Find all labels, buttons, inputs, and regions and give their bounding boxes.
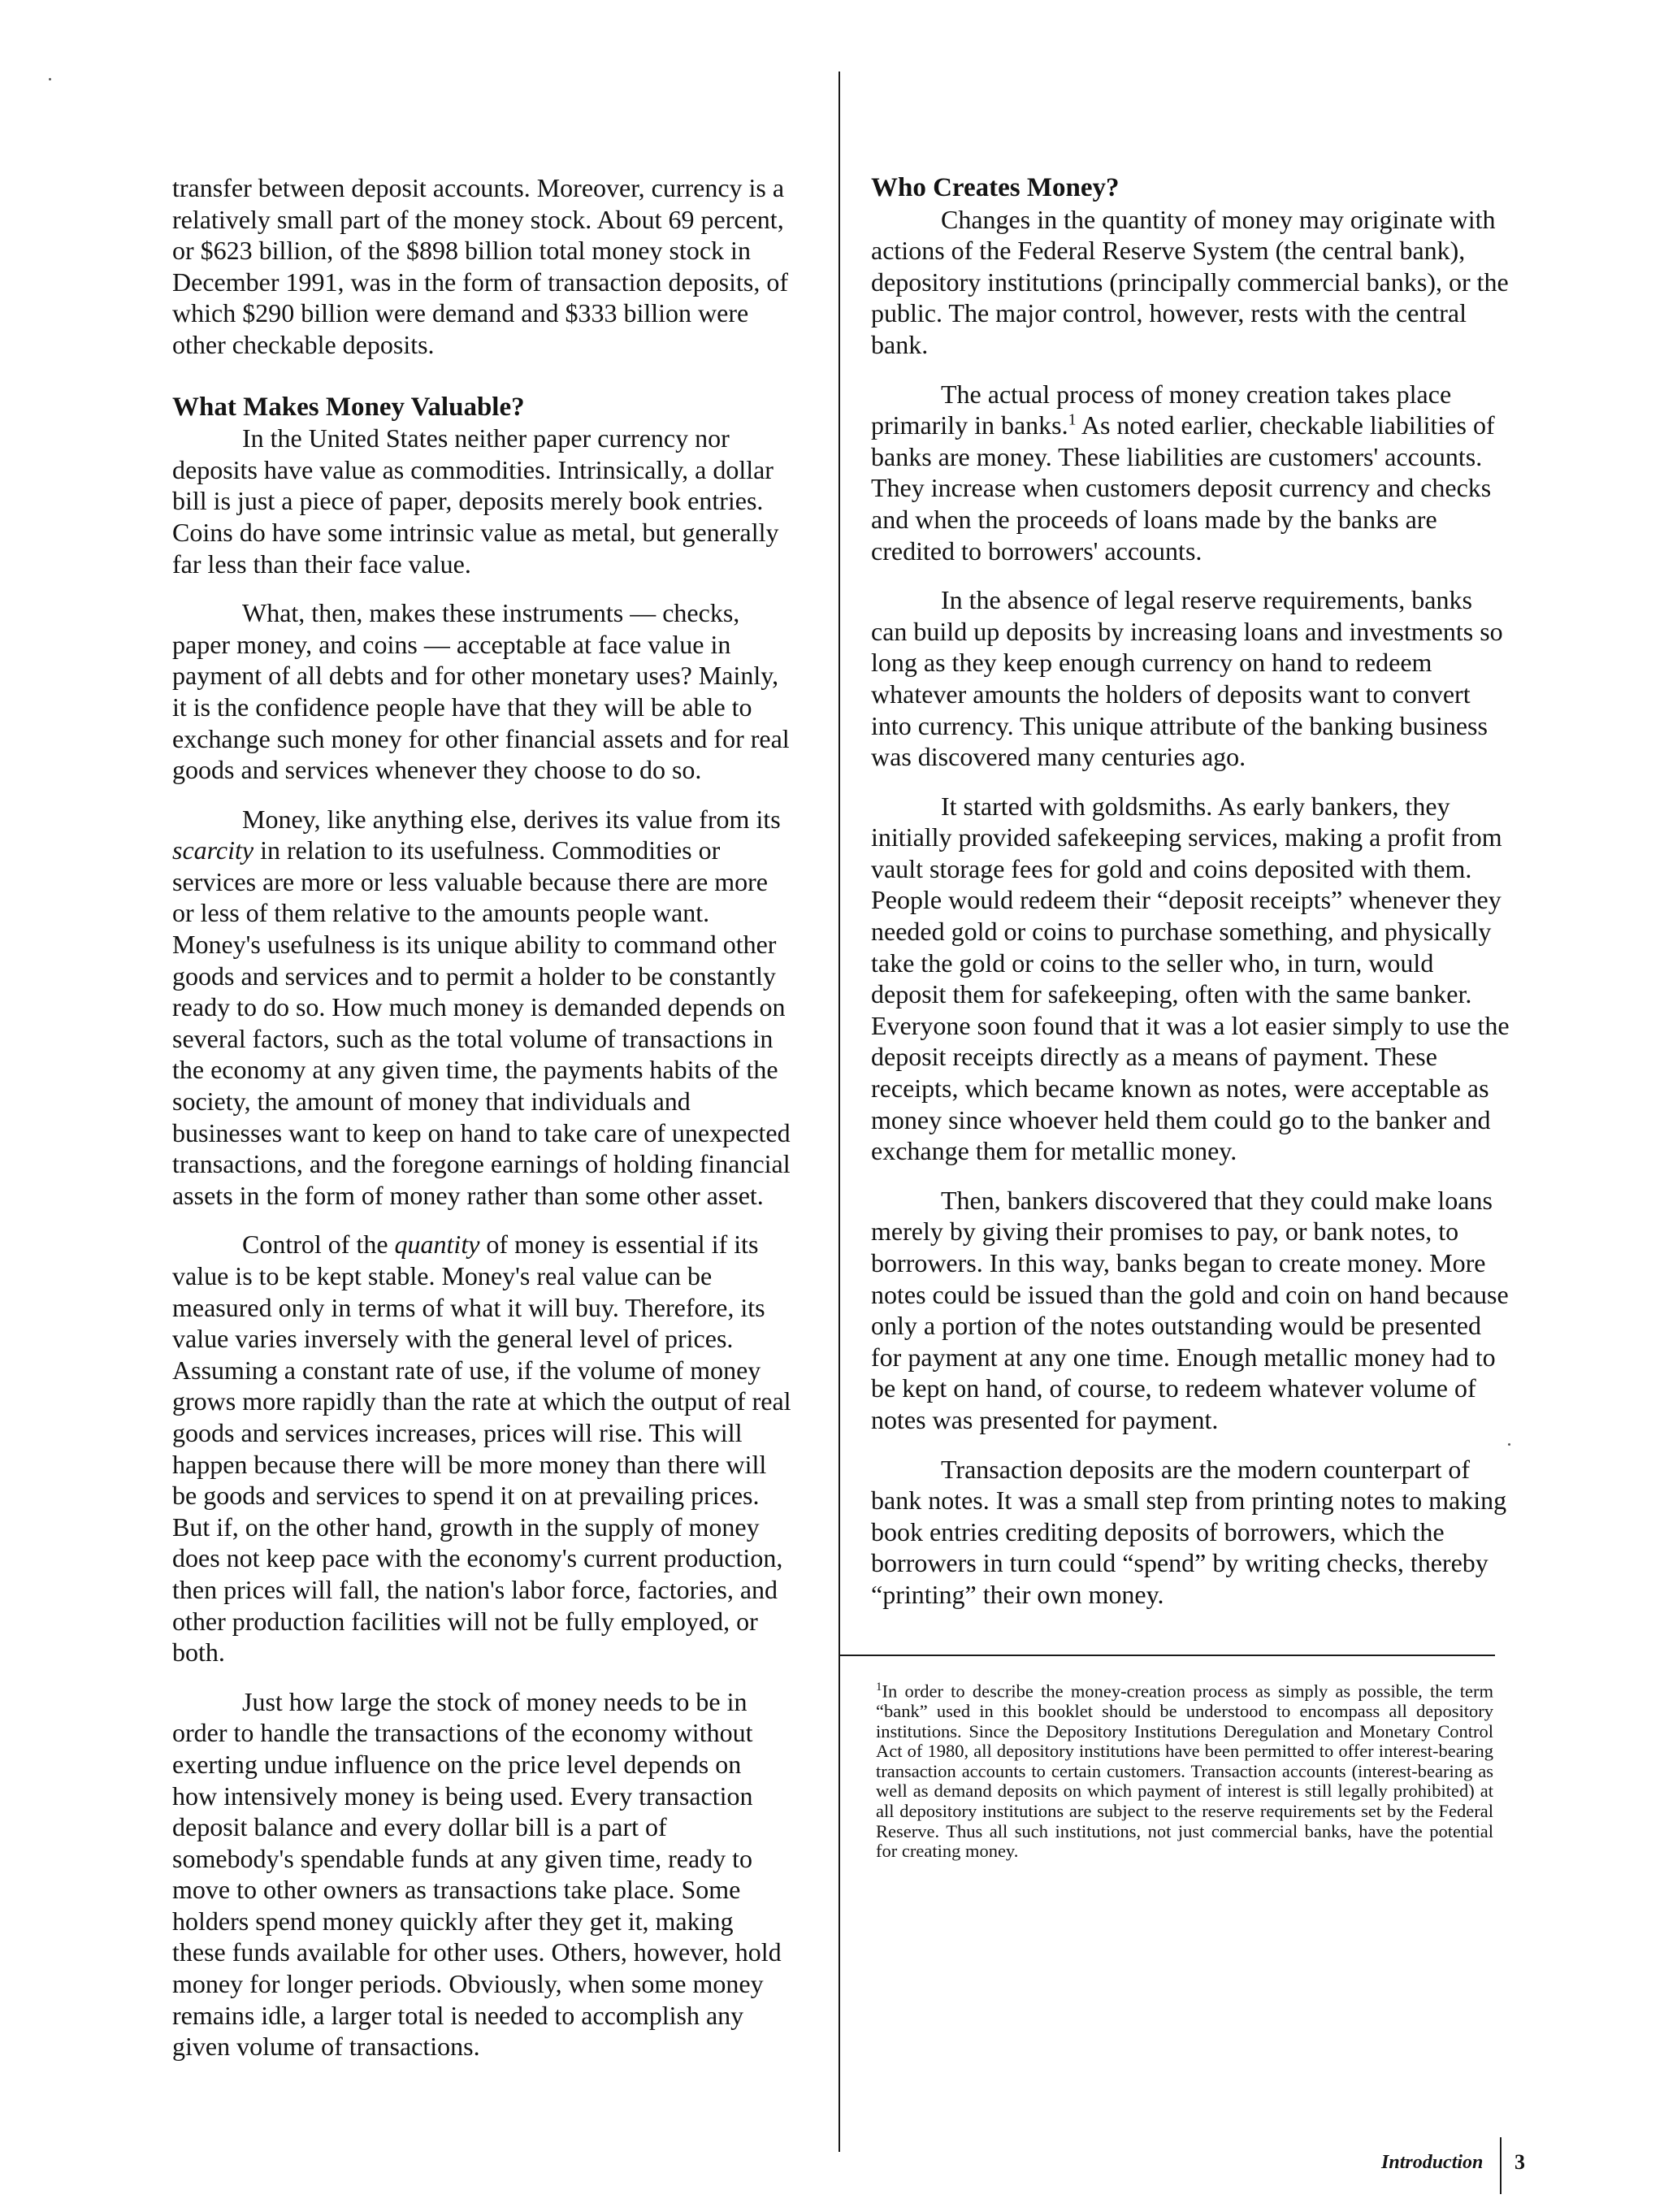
column-divider (838, 72, 840, 2152)
footer-divider (1500, 2137, 1502, 2194)
footer-section-label: Introduction (1381, 2152, 1484, 2173)
footnote-reference: 1 (1068, 410, 1077, 429)
text-run: of money is essential if its value is to be kept stable. Money's real value can be measured only in terms of what it will buy. Therefore, its value varies inversely with the general level of prices. Assuming a constant rate of use, if the volume of money grows more rapidly than the rate at which the output of real goods and services increases, prices will rise. This will happen because there will be more money than there will be goods and services to spend it on at prevailing prices. But if, on the other hand, growth in the supply of money does not keep pace with the economy's current production, then prices will fall, the nation's labor force, factories, and other production facilities will not be fully employed, or both. (172, 1230, 791, 1668)
text-run: The actual process of money creation takes place primarily in banks. (871, 379, 1452, 440)
page-number: 3 (1514, 2150, 1525, 2174)
emphasis-text: quantity (394, 1230, 480, 1260)
text-run: As noted earlier, checkable liabilities of banks are money. These liabilities are customers' accounts. They increase when customers deposit currency and checks and when the proceeds of loans made by the banks are credited to borrowers' accounts. (871, 410, 1495, 566)
body-paragraph: It started with goldsmiths. As early bankers, they initially provided safekeeping services, making a profit from vault storage fees for gold and coins deposited with them. People would redeem their “deposit receipts” whenever they needed gold or coins to purchase something, and physically take the gold or coins to the seller who, in turn, would deposit them for safekeeping, often with the same banker. Everyone soon found that it was a lot easier simply to use the deposit receipts directly as a means of payment. These receipts, which became known as notes, were acceptable as money since whoever held them could go to the banker and exchange them for metallic money. (871, 791, 1510, 1166)
emphasis-text: scarcity (172, 835, 254, 865)
body-paragraph: Transaction deposits are the modern counterpart of bank notes. It was a small step from printing notes to making book entries crediting deposits of borrowers, which the borrowers in turn could “spend” by writing checks, thereby “printing” their own money. (871, 1454, 1507, 1609)
right-column (871, 172, 1513, 1611)
body-paragraph: transfer between deposit accounts. Moreover, currency is a relatively small part of the money stock. About 69 percent, or $623 billion, of the $898 billion total money stock in December 1991, was in the form of transaction deposits, of which $290 billion were demand and $333 billion were other checkable deposits. (172, 173, 789, 359)
left-column (172, 172, 791, 2062)
section-heading: Who Creates Money? (871, 173, 1120, 202)
body-paragraph: Then, bankers discovered that they could make loans merely by giving their promises to pay, or bank notes, to borrowers. In this way, banks began to create money. More notes could be issued than the gold and coin on hand because only a portion of the notes outstanding would be presented for payment at any one time. Enough metallic money had to be kept on hand, of course, to redeem whatever volume of notes was presented for payment. (871, 1185, 1509, 1434)
section-heading: What Makes Money Valuable? (172, 392, 525, 422)
footnote-text: In order to describe the money-creation process as simply as possible, the term “bank” used in this booklet should be understood to encompass all depository institutions. Since the Depository Institutions Deregulation and Monetary Control Act of 1980, all depository institutions have been permitted to offer interest-bearing transaction accounts to certain customers. Transaction accounts (interest-bearing as well as demand deposits on which payment of interest is still legally prohibited) at all depository institutions are subject to the reserve requirements set by the Federal Reserve. Thus all such institutions, not just commercial banks, have the potential for creating money. (876, 1681, 1493, 1862)
body-paragraph: In the absence of legal reserve requirements, banks can build up deposits by increasing loans and investments so long as they keep enough currency on hand to redeem whatever amounts the holders of deposits want to convert into currency. This unique attribute of the banking business was discovered many centuries ago. (871, 585, 1503, 772)
body-paragraph: In the United States neither paper currency nor deposits have value as commodities. Intrinsically, a dollar bill is just a piece of paper, deposits merely book entries. Coins do have some intrinsic value as metal, but generally far less than their face value. (172, 423, 779, 579)
footnote-marker: 1 (876, 1681, 882, 1694)
body-paragraph: What, then, makes these instruments — checks, paper money, and coins — acceptable at face value in payment of all debts and for other monetary uses? Mainly, it is the confidence people have that they will be able to exchange such money for other financial assets and for real goods and services whenever they choose to do so. (172, 598, 790, 785)
body-paragraph: Just how large the stock of money needs to be in order to handle the transactions of the economy without exerting undue influence on the price level depends on how intensively money is being used. Every transaction deposit balance and every dollar bill is a part of somebody's spendable funds at any given time, ready to move to other owners as transactions take place. Some holders spend money quickly after they get it, making these funds available for other uses. Others, however, hold money for longer periods. Obviously, when some money remains idle, a larger total is needed to accomplish any given volume of transactions. (172, 1686, 782, 2062)
body-paragraph (172, 804, 791, 1212)
scan-speck (49, 78, 51, 80)
body-paragraph (172, 1229, 791, 1668)
text-run: Control of the (242, 1230, 395, 1260)
body-paragraph (871, 379, 1513, 567)
footnote (876, 1677, 1493, 1862)
body-paragraph: Changes in the quantity of money may originate with actions of the Federal Reserve System (the central bank), depository institutions (principally commercial banks), or the public. The major control, however, rests with the central bank. (871, 204, 1509, 359)
footnote-rule (840, 1655, 1495, 1656)
text-run: Money, like anything else, derives its value from its (242, 804, 781, 834)
text-run: in relation to its usefulness. Commodities or services are more or less valuable because there are more or less of them relative to the amounts people want. Money's usefulness is its unique ability to command other goods and services and to permit a holder to be constantly ready to do so. How much money is demanded depends on several factors, such as the total volume of transactions in the economy at any given time, the payments habits of the society, the amount of money that individuals and businesses want to keep on hand to take care of unexpected transactions, and the foregone earnings of holding financial assets in the form of money rather than some other asset. (172, 835, 791, 1210)
